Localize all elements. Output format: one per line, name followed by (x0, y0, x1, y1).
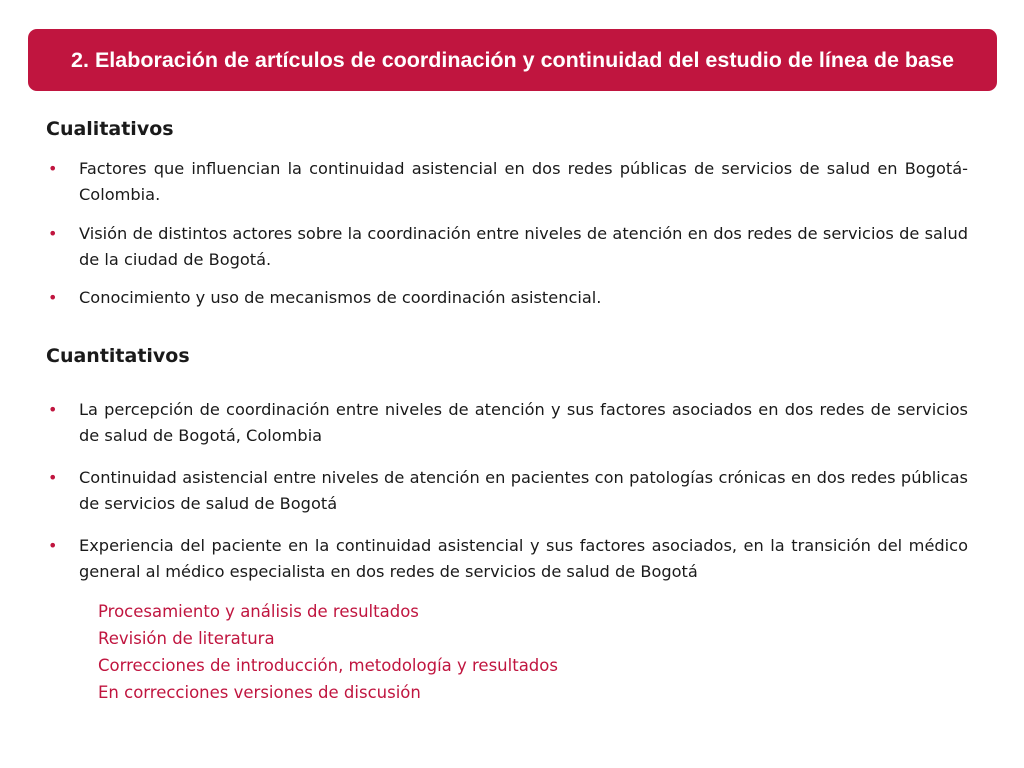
list-item-text: Continuidad asistencial entre niveles de atención en pacientes con patologías crónicas en dos redes públicas de servicios de salud de Bogotá (79, 468, 968, 513)
status-note: Revisión de literatura (98, 629, 275, 648)
bullet-icon: • (48, 224, 58, 243)
qualitative-list (46, 156, 968, 324)
bullet-icon: • (48, 400, 58, 419)
quantitative-heading: Cuantitativos (46, 345, 190, 367)
title-banner (28, 29, 997, 91)
bullet-icon: • (48, 468, 58, 487)
list-item (46, 285, 968, 311)
list-item-text: Factores que influencian la continuidad asistencial en dos redes públicas de servicios de salud en Bogotá-Colombia. (79, 159, 968, 204)
bullet-icon: • (48, 159, 58, 178)
list-item (46, 465, 968, 517)
slide-title: 2. Elaboración de artículos de coordinación y continuidad del estudio de línea de base (71, 48, 954, 72)
qualitative-heading: Cualitativos (46, 118, 174, 140)
list-item-text: Visión de distintos actores sobre la coordinación entre niveles de atención en dos redes de servicios de salud de la ciudad de Bogotá. (79, 224, 968, 269)
bullet-icon: • (48, 536, 58, 555)
status-notes (98, 598, 558, 706)
list-item-text: La percepción de coordinación entre niveles de atención y sus factores asociados en dos redes de servicios de salud de Bogotá, Colombia (79, 400, 968, 445)
list-item (46, 397, 968, 449)
list-item (46, 533, 968, 585)
list-item (46, 156, 968, 208)
quantitative-list (46, 397, 968, 585)
status-note: Procesamiento y análisis de resultados (98, 602, 419, 621)
list-item (46, 221, 968, 273)
list-item-text: Conocimiento y uso de mecanismos de coordinación asistencial. (79, 288, 602, 307)
bullet-icon: • (48, 288, 58, 307)
list-item-text: Experiencia del paciente en la continuidad asistencial y sus factores asociados, en la transición del médico general al médico especialista en dos redes de servicios de salud de Bogotá (79, 536, 968, 581)
status-note: Correcciones de introducción, metodología y resultados (98, 656, 558, 675)
status-note: En correcciones versiones de discusión (98, 683, 421, 702)
